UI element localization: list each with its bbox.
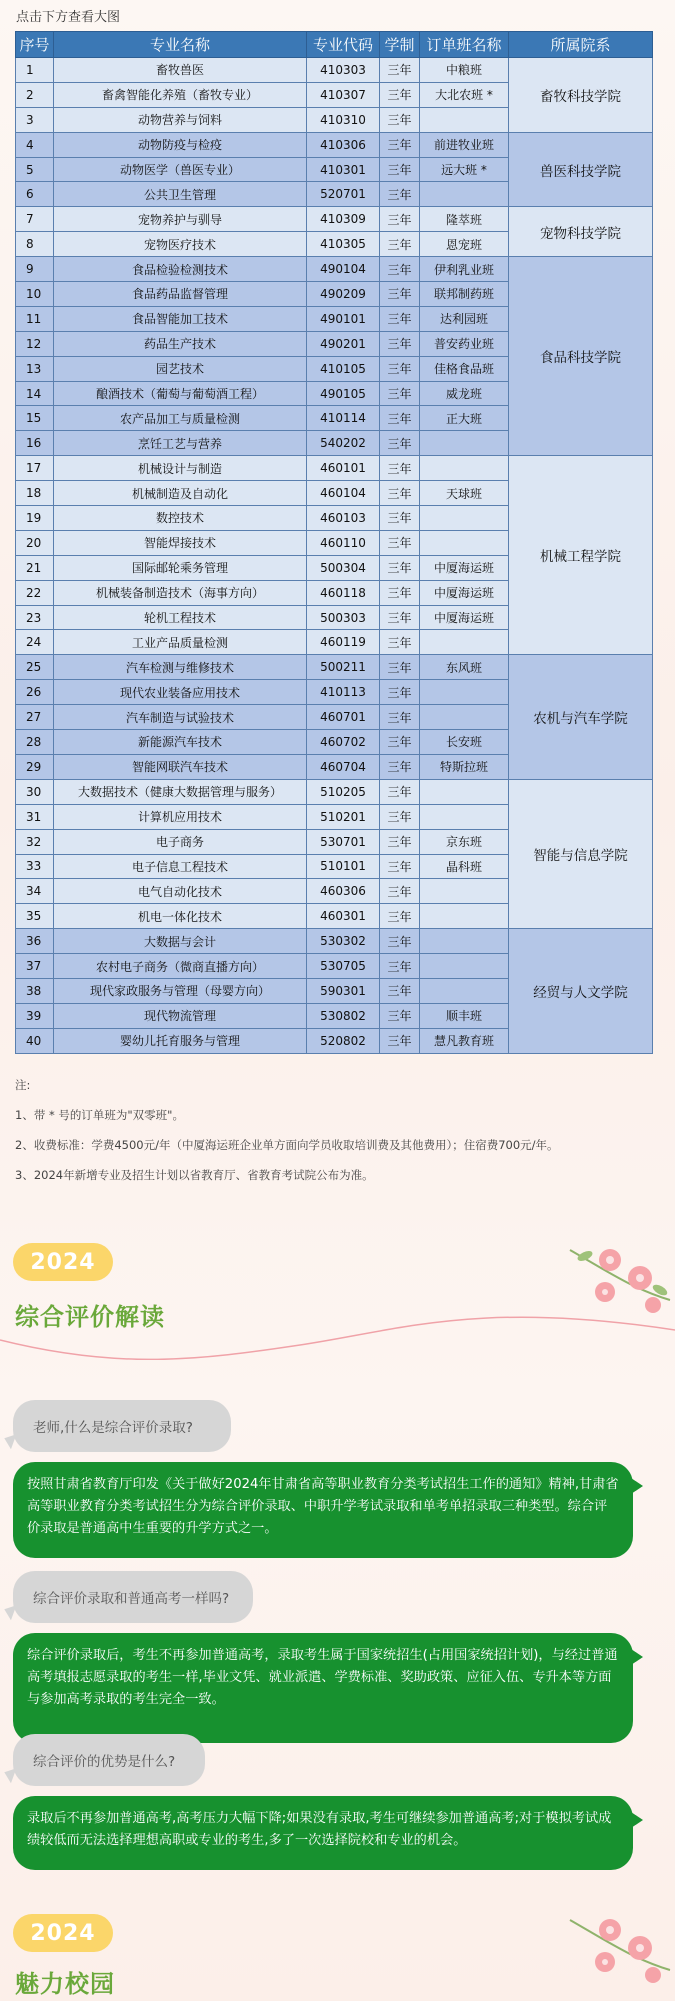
row-index: 37 — [16, 954, 54, 979]
order-class: 慧凡教育班 — [420, 1028, 509, 1053]
note-3: 3、2024年新增专业及招生计划以省教育厅、省教育考试院公布为准。 — [15, 1168, 374, 1182]
major-code: 460101 — [307, 456, 380, 481]
year-badge-2: 2024 — [13, 1914, 113, 1952]
duration: 三年 — [380, 506, 420, 531]
row-index: 15 — [16, 406, 54, 431]
duration: 三年 — [380, 680, 420, 705]
order-class: 中厦海运班 — [420, 555, 509, 580]
order-class — [420, 804, 509, 829]
duration: 三年 — [380, 605, 420, 630]
duration: 三年 — [380, 381, 420, 406]
order-class — [420, 456, 509, 481]
duration: 三年 — [380, 481, 420, 506]
major-name: 国际邮轮乘务管理 — [54, 555, 307, 580]
major-name: 烹饪工艺与营养 — [54, 431, 307, 456]
question-bubble-2: 综合评价录取和普通高考一样吗? — [13, 1571, 253, 1623]
duration: 三年 — [380, 82, 420, 107]
answer-bubble-3: 录取后不再参加普通高考,高考压力大幅下降;如果没有录取,考生可继续参加普通高考;对于模拟考试成绩较低而无法选择理想高职或专业的考生,多了一次选择院校和专业的机会。 — [13, 1796, 633, 1870]
order-class: 威龙班 — [420, 381, 509, 406]
table-row — [16, 257, 653, 282]
duration: 三年 — [380, 182, 420, 207]
duration: 三年 — [380, 978, 420, 1003]
major-name: 机械设计与制造 — [54, 456, 307, 481]
order-class: 隆萃班 — [420, 207, 509, 232]
row-index: 12 — [16, 331, 54, 356]
college-name: 兽医科技学院 — [509, 132, 653, 207]
order-class — [420, 904, 509, 929]
order-class: 伊利乳业班 — [420, 257, 509, 282]
duration: 三年 — [380, 904, 420, 929]
row-index: 32 — [16, 829, 54, 854]
order-class: 联邦制药班 — [420, 282, 509, 307]
note-1: 1、带 * 号的订单班为"双零班"。 — [15, 1108, 184, 1122]
duration: 三年 — [380, 282, 420, 307]
college-name: 畜牧科技学院 — [509, 58, 653, 133]
duration: 三年 — [380, 406, 420, 431]
table-body — [16, 58, 653, 1054]
major-name: 智能网联汽车技术 — [54, 754, 307, 779]
duration: 三年 — [380, 530, 420, 555]
major-code: 590301 — [307, 978, 380, 1003]
order-class: 长安班 — [420, 730, 509, 755]
major-code: 460103 — [307, 506, 380, 531]
duration: 三年 — [380, 1028, 420, 1053]
duration: 三年 — [380, 929, 420, 954]
row-index: 18 — [16, 481, 54, 506]
notes-title: 注: — [15, 1078, 31, 1092]
order-class: 中厦海运班 — [420, 580, 509, 605]
major-code: 530302 — [307, 929, 380, 954]
row-index: 22 — [16, 580, 54, 605]
major-name: 药品生产技术 — [54, 331, 307, 356]
major-code: 460104 — [307, 481, 380, 506]
row-index: 14 — [16, 381, 54, 406]
row-index: 24 — [16, 630, 54, 655]
major-code: 490201 — [307, 331, 380, 356]
major-name: 机械制造及自动化 — [54, 481, 307, 506]
duration: 三年 — [380, 829, 420, 854]
major-name: 现代家政服务与管理（母婴方向） — [54, 978, 307, 1003]
major-name: 动物营养与饲料 — [54, 107, 307, 132]
row-index: 40 — [16, 1028, 54, 1053]
college-name: 食品科技学院 — [509, 257, 653, 456]
major-name: 电子商务 — [54, 829, 307, 854]
major-name: 工业产品质量检测 — [54, 630, 307, 655]
row-index: 31 — [16, 804, 54, 829]
major-code: 460110 — [307, 530, 380, 555]
major-code: 490105 — [307, 381, 380, 406]
year-badge: 2024 — [13, 1243, 113, 1281]
order-class: 晶科班 — [420, 854, 509, 879]
major-name: 婴幼儿托育服务与管理 — [54, 1028, 307, 1053]
major-name: 食品药品监督管理 — [54, 282, 307, 307]
major-name: 轮机工程技术 — [54, 605, 307, 630]
major-code: 530705 — [307, 954, 380, 979]
order-class: 中粮班 — [420, 58, 509, 83]
order-class — [420, 705, 509, 730]
table-row — [16, 207, 653, 232]
major-name: 现代物流管理 — [54, 1003, 307, 1028]
table-row — [16, 929, 653, 954]
row-index: 36 — [16, 929, 54, 954]
row-index: 9 — [16, 257, 54, 282]
major-code: 410105 — [307, 356, 380, 381]
major-name: 大数据与会计 — [54, 929, 307, 954]
major-name: 汽车检测与维修技术 — [54, 655, 307, 680]
major-code: 460702 — [307, 730, 380, 755]
order-class: 中厦海运班 — [420, 605, 509, 630]
major-code: 540202 — [307, 431, 380, 456]
college-name: 智能与信息学院 — [509, 779, 653, 928]
major-code: 510205 — [307, 779, 380, 804]
notes-block — [15, 1070, 655, 1190]
row-index: 4 — [16, 132, 54, 157]
row-index: 10 — [16, 282, 54, 307]
major-name: 电子信息工程技术 — [54, 854, 307, 879]
flower-decoration-icon-2 — [565, 1900, 675, 2000]
duration: 三年 — [380, 779, 420, 804]
table-header-row — [16, 32, 653, 58]
major-name: 电气自动化技术 — [54, 879, 307, 904]
table-row — [16, 779, 653, 804]
row-index: 19 — [16, 506, 54, 531]
order-class — [420, 107, 509, 132]
order-class: 天球班 — [420, 481, 509, 506]
order-class: 正大班 — [420, 406, 509, 431]
row-index: 25 — [16, 655, 54, 680]
duration: 三年 — [380, 207, 420, 232]
major-name: 畜禽智能化养殖（畜牧专业） — [54, 82, 307, 107]
row-index: 6 — [16, 182, 54, 207]
order-class: 特斯拉班 — [420, 754, 509, 779]
section-title-evaluation: 综合评价解读 — [15, 1303, 165, 1331]
duration: 三年 — [380, 431, 420, 456]
order-class: 佳格食品班 — [420, 356, 509, 381]
major-name: 宠物养护与驯导 — [54, 207, 307, 232]
duration: 三年 — [380, 331, 420, 356]
order-class — [420, 530, 509, 555]
order-class — [420, 879, 509, 904]
major-name: 汽车制造与试验技术 — [54, 705, 307, 730]
row-index: 5 — [16, 157, 54, 182]
row-index: 7 — [16, 207, 54, 232]
major-code: 460704 — [307, 754, 380, 779]
duration: 三年 — [380, 157, 420, 182]
major-name: 食品检验检测技术 — [54, 257, 307, 282]
table-row — [16, 655, 653, 680]
duration: 三年 — [380, 630, 420, 655]
major-code: 410306 — [307, 132, 380, 157]
order-class: 大北农班 * — [420, 82, 509, 107]
major-code: 460701 — [307, 705, 380, 730]
duration: 三年 — [380, 1003, 420, 1028]
major-code: 510101 — [307, 854, 380, 879]
major-name: 农产品加工与质量检测 — [54, 406, 307, 431]
order-class — [420, 506, 509, 531]
header-college: 所属院系 — [509, 32, 653, 58]
question-bubble-3: 综合评价的优势是什么? — [13, 1734, 205, 1786]
major-name: 计算机应用技术 — [54, 804, 307, 829]
order-class — [420, 954, 509, 979]
major-code: 460118 — [307, 580, 380, 605]
college-name: 农机与汽车学院 — [509, 655, 653, 779]
section-title-campus: 魅力校园 — [15, 1970, 115, 1998]
row-index: 38 — [16, 978, 54, 1003]
duration: 三年 — [380, 107, 420, 132]
major-name: 农村电子商务（微商直播方向） — [54, 954, 307, 979]
duration: 三年 — [380, 879, 420, 904]
major-code: 460301 — [307, 904, 380, 929]
major-name: 智能焊接技术 — [54, 530, 307, 555]
major-name: 食品智能加工技术 — [54, 306, 307, 331]
major-code: 520802 — [307, 1028, 380, 1053]
answer-bubble-1: 按照甘肃省教育厅印发《关于做好2024年甘肃省高等职业教育分类考试招生工作的通知》精神,甘肃省高等职业教育分类考试招生分为综合评价录取、中职升学考试录取和单考单招录取三种类型。综合评价录取是普通高中生重要的升学方式之一。 — [13, 1462, 633, 1558]
duration: 三年 — [380, 655, 420, 680]
order-class — [420, 978, 509, 1003]
order-class: 前进牧业班 — [420, 132, 509, 157]
major-code: 510201 — [307, 804, 380, 829]
major-name: 动物防疫与检疫 — [54, 132, 307, 157]
major-code: 500303 — [307, 605, 380, 630]
major-code: 410310 — [307, 107, 380, 132]
order-class: 恩宠班 — [420, 232, 509, 257]
duration: 三年 — [380, 730, 420, 755]
duration: 三年 — [380, 754, 420, 779]
order-class: 达利园班 — [420, 306, 509, 331]
order-class: 东风班 — [420, 655, 509, 680]
order-class: 京东班 — [420, 829, 509, 854]
flower-decoration-icon — [565, 1230, 675, 1330]
question-bubble-1: 老师,什么是综合评价录取? — [13, 1400, 231, 1452]
row-index: 13 — [16, 356, 54, 381]
note-2: 2、收费标准：学费4500元/年（中厦海运班企业单方面向学员收取培训费及其他费用）；住宿费700元/年。 — [15, 1138, 559, 1152]
table-row — [16, 132, 653, 157]
header-duration: 学制 — [380, 32, 420, 58]
duration: 三年 — [380, 132, 420, 157]
major-name: 公共卫生管理 — [54, 182, 307, 207]
row-index: 39 — [16, 1003, 54, 1028]
order-class — [420, 680, 509, 705]
row-index: 33 — [16, 854, 54, 879]
row-index: 1 — [16, 58, 54, 83]
major-name: 现代农业装备应用技术 — [54, 680, 307, 705]
major-code: 410309 — [307, 207, 380, 232]
duration: 三年 — [380, 257, 420, 282]
row-index: 23 — [16, 605, 54, 630]
duration: 三年 — [380, 954, 420, 979]
table-row — [16, 456, 653, 481]
major-code: 410114 — [307, 406, 380, 431]
college-name: 机械工程学院 — [509, 456, 653, 655]
major-code: 460119 — [307, 630, 380, 655]
major-name: 宠物医疗技术 — [54, 232, 307, 257]
duration: 三年 — [380, 705, 420, 730]
row-index: 20 — [16, 530, 54, 555]
majors-table — [15, 31, 653, 1054]
major-name: 园艺技术 — [54, 356, 307, 381]
college-name: 宠物科技学院 — [509, 207, 653, 257]
header-order-class: 订单班名称 — [420, 32, 509, 58]
row-index: 30 — [16, 779, 54, 804]
header-major: 专业名称 — [54, 32, 307, 58]
row-index: 35 — [16, 904, 54, 929]
college-name: 经贸与人文学院 — [509, 929, 653, 1053]
duration: 三年 — [380, 555, 420, 580]
order-class: 普安药业班 — [420, 331, 509, 356]
order-class — [420, 182, 509, 207]
major-name: 动物医学（兽医专业） — [54, 157, 307, 182]
major-code: 490209 — [307, 282, 380, 307]
row-index: 21 — [16, 555, 54, 580]
major-name: 新能源汽车技术 — [54, 730, 307, 755]
major-name: 大数据技术（健康大数据管理与服务） — [54, 779, 307, 804]
row-index: 3 — [16, 107, 54, 132]
major-code: 460306 — [307, 879, 380, 904]
order-class — [420, 431, 509, 456]
major-code: 500304 — [307, 555, 380, 580]
duration: 三年 — [380, 356, 420, 381]
row-index: 29 — [16, 754, 54, 779]
duration: 三年 — [380, 854, 420, 879]
major-code: 520701 — [307, 182, 380, 207]
major-code: 530802 — [307, 1003, 380, 1028]
row-index: 8 — [16, 232, 54, 257]
order-class: 顺丰班 — [420, 1003, 509, 1028]
answer-bubble-2: 综合评价录取后，考生不再参加普通高考，录取考生属于国家统招生(占用国家统招计划)，与经过普通高考填报志愿录取的考生一样,毕业文凭、就业派遣、学费标准、奖助政策、应征入伍、专升本等方面与参加高考录取的考生完全一致。 — [13, 1633, 633, 1743]
order-class — [420, 929, 509, 954]
major-code: 490104 — [307, 257, 380, 282]
row-index: 26 — [16, 680, 54, 705]
order-class — [420, 779, 509, 804]
view-large-hint[interactable]: 点击下方查看大图 — [16, 10, 121, 25]
duration: 三年 — [380, 58, 420, 83]
major-code: 410307 — [307, 82, 380, 107]
row-index: 11 — [16, 306, 54, 331]
duration: 三年 — [380, 232, 420, 257]
duration: 三年 — [380, 306, 420, 331]
header-index: 序号 — [16, 32, 54, 58]
row-index: 2 — [16, 82, 54, 107]
row-index: 34 — [16, 879, 54, 904]
order-class: 远大班 * — [420, 157, 509, 182]
major-name: 机电一体化技术 — [54, 904, 307, 929]
major-name: 机械装备制造技术（海事方向） — [54, 580, 307, 605]
major-code: 410301 — [307, 157, 380, 182]
major-name: 数控技术 — [54, 506, 307, 531]
majors-table-wrapper — [15, 31, 652, 1054]
row-index: 17 — [16, 456, 54, 481]
major-code: 410305 — [307, 232, 380, 257]
major-code: 530701 — [307, 829, 380, 854]
row-index: 16 — [16, 431, 54, 456]
row-index: 28 — [16, 730, 54, 755]
major-code: 490101 — [307, 306, 380, 331]
header-code: 专业代码 — [307, 32, 380, 58]
major-code: 500211 — [307, 655, 380, 680]
table-row — [16, 58, 653, 83]
major-name: 畜牧兽医 — [54, 58, 307, 83]
major-code: 410303 — [307, 58, 380, 83]
duration: 三年 — [380, 804, 420, 829]
row-index: 27 — [16, 705, 54, 730]
duration: 三年 — [380, 580, 420, 605]
order-class — [420, 630, 509, 655]
major-code: 410113 — [307, 680, 380, 705]
major-name: 酿酒技术（葡萄与葡萄酒工程） — [54, 381, 307, 406]
duration: 三年 — [380, 456, 420, 481]
